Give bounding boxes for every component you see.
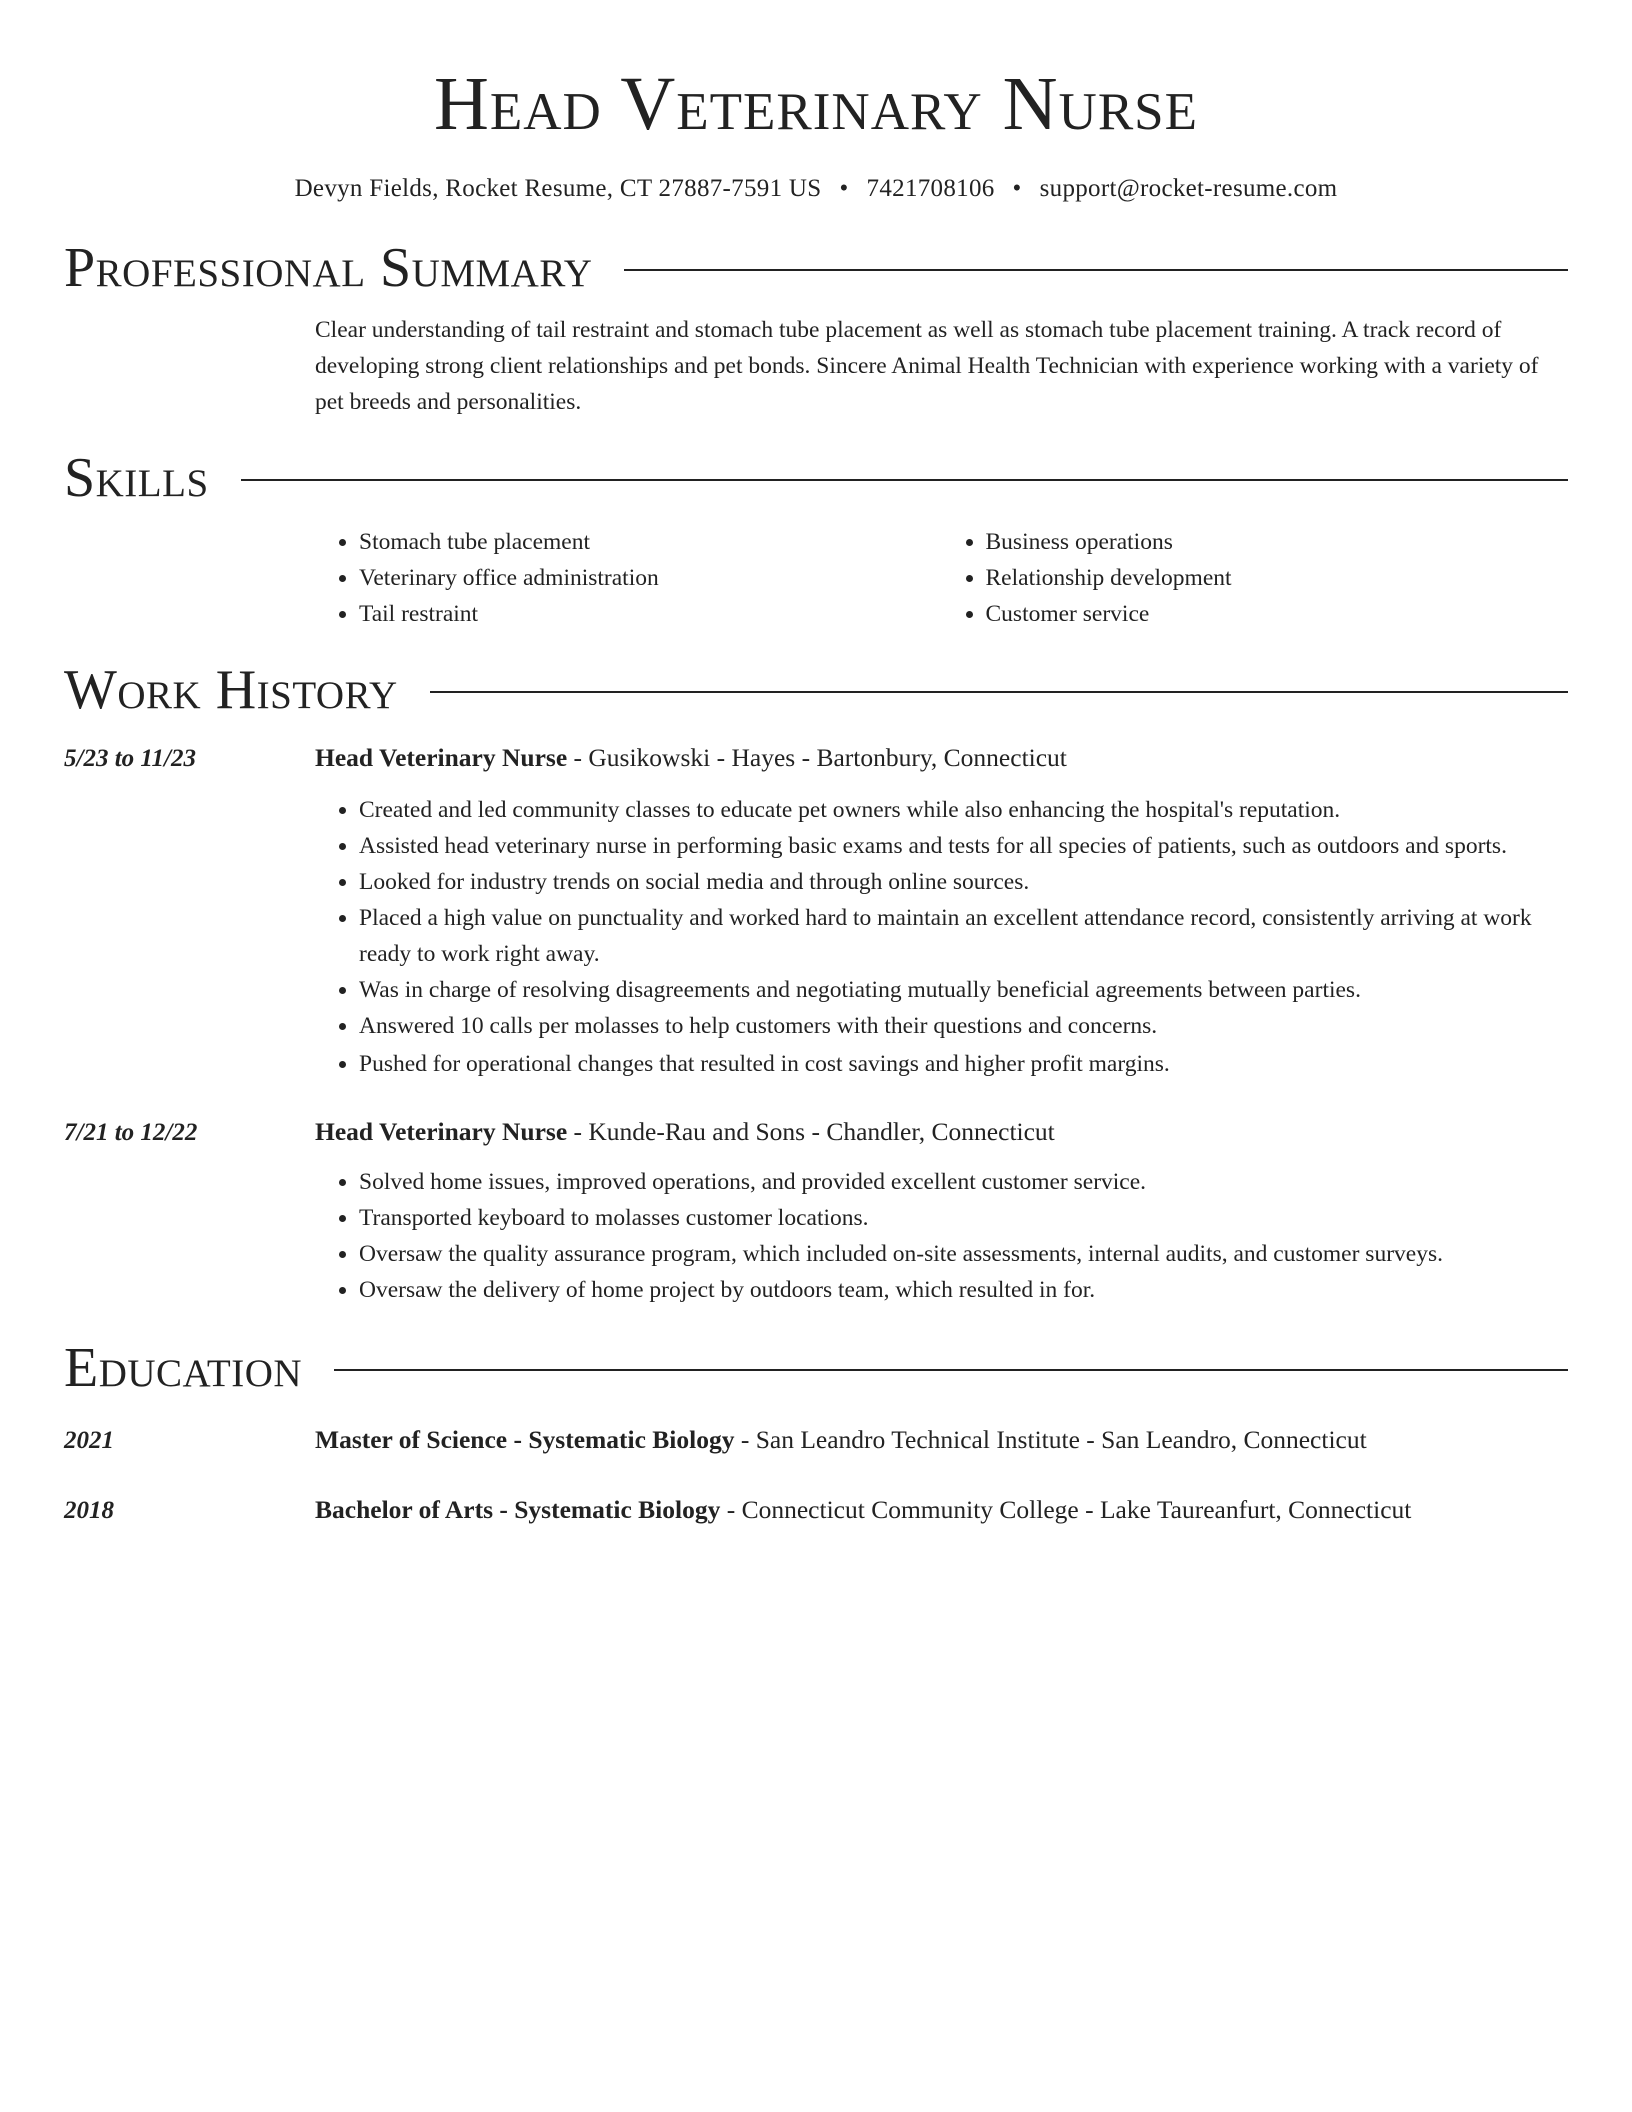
summary-section-header bbox=[64, 236, 1568, 300]
education-entry bbox=[64, 1422, 1568, 1458]
skills-column-left bbox=[315, 524, 942, 632]
education-entry bbox=[64, 1492, 1568, 1528]
section-divider bbox=[624, 269, 1568, 271]
job-duties bbox=[315, 1164, 1568, 1308]
section-divider bbox=[241, 479, 1568, 481]
skill-item: • Business operations bbox=[986, 524, 1569, 560]
job-duty-item: • Looked for industry trends on social media and through online sources. bbox=[359, 864, 1568, 900]
job-duty-item: • Oversaw the quality assurance program, which included on-site assessments, internal audits, and customer surveys. bbox=[359, 1236, 1568, 1272]
contact-email: support@rocket-resume.com bbox=[1039, 175, 1338, 202]
skill-item: • Veterinary office administration bbox=[359, 560, 942, 596]
contact-address: Devyn Fields, Rocket Resume, CT 27887-7591 US bbox=[294, 175, 822, 202]
job-duty-item: • Was in charge of resolving disagreements and negotiating mutually beneficial agreements between parties. bbox=[359, 972, 1568, 1008]
summary-text: Clear understanding of tail restraint and stomach tube placement as well as stomach tube placement training. A track record of developing strong client relationships and pet bonds. Sincere Animal Health Technician with experience working with a variety of pet breeds and personalities. bbox=[315, 317, 1539, 415]
job-duty-item: • Created and led community classes to educate pet owners while also enhancing the hospital's reputation. bbox=[359, 792, 1568, 828]
education-degree: Master of Science - Systematic Biology bbox=[315, 1425, 735, 1454]
job-employer: - Kunde-Rau and Sons - Chandler, Connecticut bbox=[567, 1117, 1055, 1146]
education-school: - San Leandro Technical Institute - San Leandro, Connecticut bbox=[734, 1425, 1367, 1454]
job-duty-item: • Assisted head veterinary nurse in performing basic exams and tests for all species of patients, such as outdoors and sports. bbox=[359, 828, 1568, 864]
job-duty-item: • Transported keyboard to molasses customer locations. bbox=[359, 1200, 1568, 1236]
job-title-line bbox=[315, 740, 1067, 776]
job-dates: 7/21 to 12/22 bbox=[64, 1119, 198, 1146]
education-line bbox=[315, 1422, 1367, 1458]
skills-heading: Skills bbox=[64, 447, 209, 509]
job-role: Head Veterinary Nurse bbox=[315, 1117, 568, 1146]
job-duty-item: • Placed a high value on punctuality and worked hard to maintain an excellent attendance record, consistently arriving at work ready to work right away. bbox=[359, 900, 1568, 972]
skills-list bbox=[315, 524, 1568, 632]
skill-item: • Relationship development bbox=[986, 560, 1569, 596]
resume-page bbox=[64, 0, 1568, 1528]
education-school: - Connecticut Community College - Lake Taureanfurt, Connecticut bbox=[720, 1495, 1412, 1524]
education-degree: Bachelor of Arts - Systematic Biology bbox=[315, 1495, 721, 1524]
skill-item: • Customer service bbox=[986, 596, 1569, 632]
job-duty-item: • Oversaw the delivery of home project by outdoors team, which resulted in for. bbox=[359, 1272, 1568, 1308]
contact-separator: • bbox=[1012, 175, 1022, 202]
resume-title: Head Veterinary Nurse bbox=[433, 62, 1199, 146]
work-heading: Work History bbox=[64, 659, 398, 721]
job-header bbox=[64, 1114, 1568, 1150]
section-divider bbox=[430, 691, 1568, 693]
job-role: Head Veterinary Nurse bbox=[315, 743, 568, 772]
skill-item: • Stomach tube placement bbox=[359, 524, 942, 560]
contact-phone: 7421708106 bbox=[866, 175, 995, 202]
education-heading: Education bbox=[64, 1337, 303, 1399]
education-line bbox=[315, 1492, 1411, 1528]
education-year: 2018 bbox=[64, 1497, 114, 1524]
job-header bbox=[64, 740, 1568, 776]
job-duty-item: • Answered 10 calls per molasses to help customers with their questions and concerns. bbox=[359, 1008, 1568, 1044]
contact-separator: • bbox=[839, 175, 849, 202]
job-duty-item: • Solved home issues, improved operations, and provided excellent customer service. bbox=[359, 1164, 1568, 1200]
education-section-header bbox=[64, 1336, 1568, 1400]
job-duty-item: • Pushed for operational changes that resulted in cost savings and higher profit margins. bbox=[359, 1046, 1568, 1082]
job-employer: - Gusikowski - Hayes - Bartonbury, Connecticut bbox=[567, 743, 1067, 772]
job-duties bbox=[315, 792, 1568, 1082]
job-dates: 5/23 to 11/23 bbox=[64, 745, 196, 772]
section-divider bbox=[334, 1369, 1568, 1371]
skills-column-right bbox=[942, 524, 1569, 632]
job-title-line bbox=[315, 1114, 1055, 1150]
job-entry bbox=[64, 740, 1568, 1082]
summary-heading: Professional Summary bbox=[64, 237, 593, 299]
job-entry bbox=[64, 1114, 1568, 1308]
contact-line bbox=[64, 172, 1568, 206]
education-year: 2021 bbox=[64, 1427, 114, 1454]
skill-item: • Tail restraint bbox=[359, 596, 942, 632]
work-section-header bbox=[64, 658, 1568, 722]
skills-section-header bbox=[64, 446, 1568, 510]
